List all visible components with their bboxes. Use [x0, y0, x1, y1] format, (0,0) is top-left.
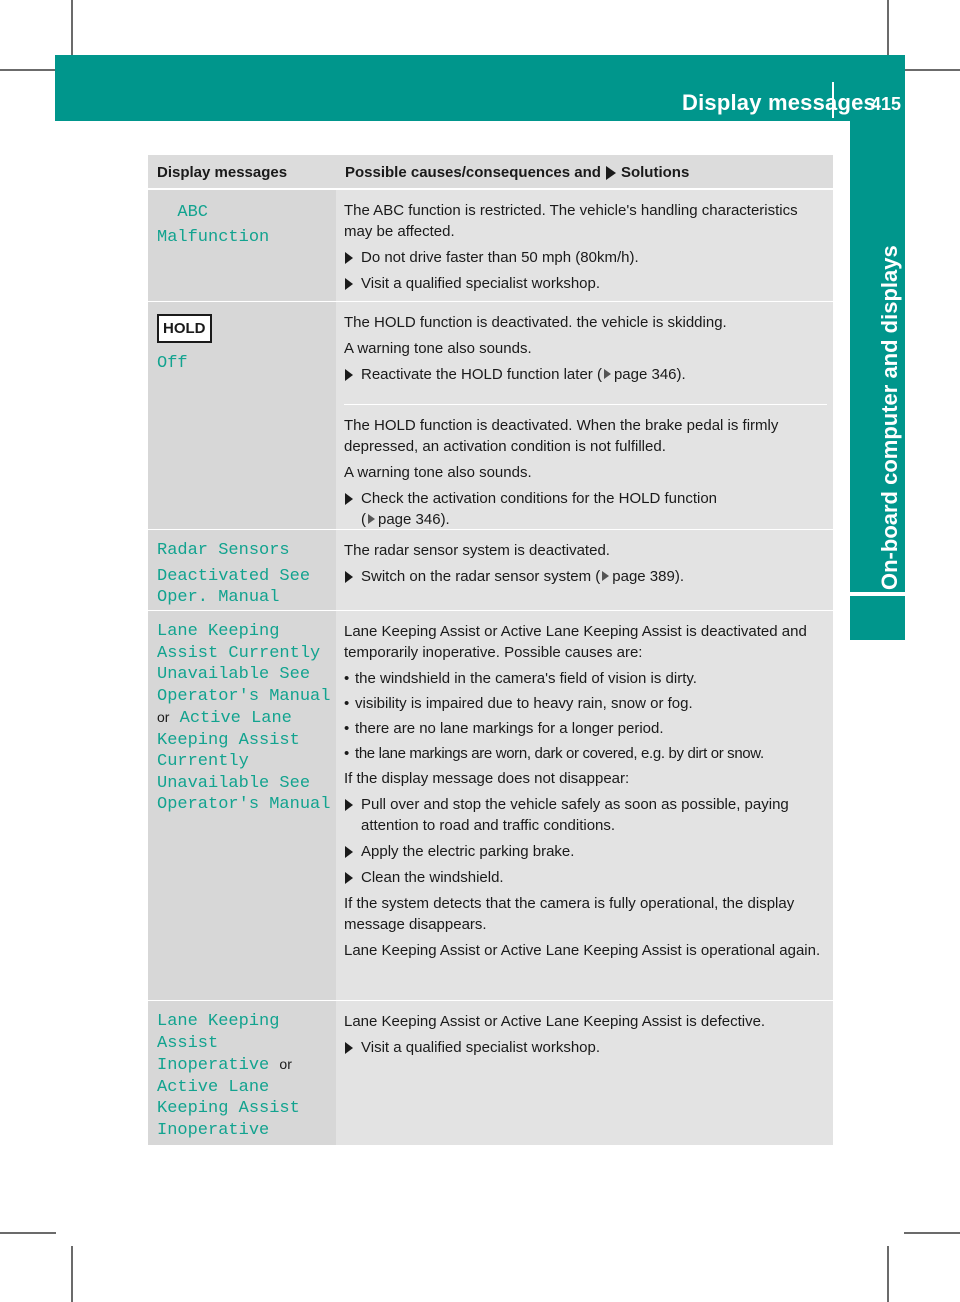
message-cell: [148, 611, 336, 1000]
cause-entry: [344, 405, 827, 549]
message-line: Inoperative: [157, 1120, 270, 1140]
step-text: Pull over and stop the vehicle safely as soon as possible, paying attention to road and traffic conditions.: [361, 796, 789, 834]
crop-mark: [0, 1232, 56, 1234]
table-row: [148, 529, 833, 610]
crop-mark: [904, 1232, 960, 1234]
solution-step: [344, 841, 827, 862]
message-line: Currently: [157, 752, 249, 771]
cause-text: Lane Keeping Assist or Active Lane Keeping Assist is operational again.: [344, 942, 821, 959]
table-row: [148, 189, 833, 301]
cause-bullet: • visibility is impaired due to heavy rain, snow or fog.: [344, 693, 827, 714]
display-message: [157, 1011, 336, 1141]
causes-cell: [336, 190, 833, 301]
step-arrow-icon: [345, 846, 353, 858]
step-text: Do not drive faster than 50 mph (80km/h).: [361, 249, 639, 266]
crop-mark: [71, 1246, 73, 1302]
step-arrow-icon: [345, 369, 353, 381]
cause-text: The HOLD function is deactivated. the vehicle is skidding.: [344, 314, 727, 331]
cause-bullet: • there are no lane markings for a longer period.: [344, 718, 827, 739]
step-text: Clean the windshield.: [361, 869, 504, 886]
step-text: Check the activation conditions for the HOLD function: [361, 490, 718, 507]
cause-text: Lane Keeping Assist or Active Lane Keeping Assist is defective.: [344, 1013, 766, 1030]
display-messages-table: [148, 155, 833, 1145]
causes-cell: [336, 1001, 833, 1145]
display-message: [157, 621, 336, 816]
message-cell: [148, 190, 336, 301]
step-text: Switch on the radar sensor system (: [361, 568, 601, 585]
step-text: Apply the electric parking brake.: [361, 843, 575, 860]
solution-step: [344, 867, 827, 888]
message-line: [157, 707, 336, 730]
solution-step: [344, 794, 827, 836]
page-title: Display messages: [682, 90, 876, 115]
hold-icon: HOLD: [157, 314, 212, 343]
display-message: [157, 200, 336, 250]
col-header-causes: [336, 155, 833, 188]
cause-text: The HOLD function is deactivated. When the brake pedal is firmly depressed, an activation condition is not fulfilled.: [344, 417, 779, 455]
solution-arrow-icon: [606, 166, 616, 180]
message-line: Assist: [157, 1033, 219, 1053]
side-tab-label: On-board computer and displays: [877, 245, 902, 590]
message-line-part: Inoperative: [157, 1056, 270, 1075]
message-line: Radar Sensors: [157, 541, 290, 560]
solution-step: [344, 364, 827, 385]
step-text: Visit a qualified specialist workshop.: [361, 275, 601, 292]
step-text: Visit a qualified specialist workshop.: [361, 1039, 601, 1056]
cause-text: If the system detects that the camera is fully operational, the display message disappears.: [344, 895, 795, 933]
message-line: Unavailable See: [157, 773, 311, 793]
crop-mark: [887, 0, 889, 56]
crop-mark: [71, 0, 73, 56]
solution-step: [344, 1037, 827, 1058]
solution-step: [344, 273, 827, 294]
message-line: Operator's Manual: [157, 686, 331, 706]
causes-cell: [336, 611, 833, 1000]
step-arrow-icon: [345, 571, 353, 583]
cause-bullet: • the lane markings are worn, dark or covered, e.g. by dirt or snow.: [344, 743, 827, 764]
step-arrow-icon: [345, 1042, 353, 1054]
step-arrow-icon: [345, 252, 353, 264]
display-message: [157, 540, 336, 609]
crop-mark: [904, 69, 960, 71]
or-connector: or: [157, 709, 170, 725]
message-line: Keeping Assist: [157, 1099, 300, 1118]
table-row: [148, 301, 833, 529]
or-connector: or: [279, 1056, 292, 1072]
causes-cell: [336, 530, 833, 610]
page-ref-icon: [602, 571, 609, 581]
message-line: Unavailable See: [157, 665, 311, 684]
message-line-part: Active Lane: [179, 709, 292, 728]
cause-text: A warning tone also sounds.: [344, 464, 532, 481]
message-cell: [148, 302, 336, 529]
causes-cell: [336, 302, 833, 529]
table-row: [148, 610, 833, 1000]
cause-bullet: • the windshield in the camera's field of vision is dirty.: [344, 668, 827, 689]
col-header-solutions-label: Solutions: [620, 164, 690, 181]
col-header-messages: Display messages: [157, 164, 288, 181]
step-arrow-icon: [345, 493, 353, 505]
page-reference[interactable]: page 346).: [378, 511, 450, 528]
cause-text: The radar sensor system is deactivated.: [344, 542, 610, 559]
message-line: Lane Keeping: [157, 1012, 280, 1031]
cause-entry: [344, 302, 827, 405]
display-message: Off: [157, 354, 188, 373]
page-ref-icon: [604, 369, 611, 379]
step-text: Reactivate the HOLD function later (: [361, 366, 602, 383]
cause-text: Lane Keeping Assist or Active Lane Keeping Assist is deactivated and temporarily inoperative. Possible causes are:: [344, 623, 807, 661]
page-ref-icon: [368, 514, 375, 524]
message-line: Malfunction: [157, 228, 270, 247]
page-reference[interactable]: page 389).: [612, 568, 684, 585]
col-header-causes-label: Possible causes/consequences and: [345, 164, 601, 181]
message-line: Oper. Manual: [157, 588, 280, 607]
solution-step: [344, 566, 827, 587]
table-header: [148, 155, 833, 189]
message-line: [157, 1054, 336, 1077]
message-line: Assist Currently: [157, 643, 321, 663]
message-cell: [148, 530, 336, 610]
message-cell: [148, 1001, 336, 1145]
message-line: Keeping Assist: [157, 730, 300, 750]
step-arrow-icon: [345, 278, 353, 290]
solution-step: [344, 247, 827, 268]
cause-text: A warning tone also sounds.: [344, 340, 532, 357]
side-marker: [850, 596, 905, 640]
message-line: Lane Keeping: [157, 622, 280, 641]
cause-text: The ABC function is restricted. The vehicle's handling characteristics may be affected.: [344, 202, 798, 240]
crop-mark: [0, 69, 56, 71]
solution-step: Check the activation conditions for the HOLD function ( page 346).: [344, 488, 827, 530]
message-line: Active Lane: [157, 1077, 270, 1097]
cause-text: If the display message does not disappear:: [344, 770, 630, 787]
table-row: [148, 1000, 833, 1145]
crop-mark: [887, 1246, 889, 1302]
message-line: ABC: [157, 203, 209, 222]
page-reference[interactable]: page 346).: [613, 366, 686, 383]
step-arrow-icon: [345, 872, 353, 884]
message-line: Deactivated See: [157, 566, 311, 586]
page-number: 415: [870, 94, 901, 114]
step-arrow-icon: [345, 799, 353, 811]
message-line: Operator's Manual: [157, 795, 331, 814]
